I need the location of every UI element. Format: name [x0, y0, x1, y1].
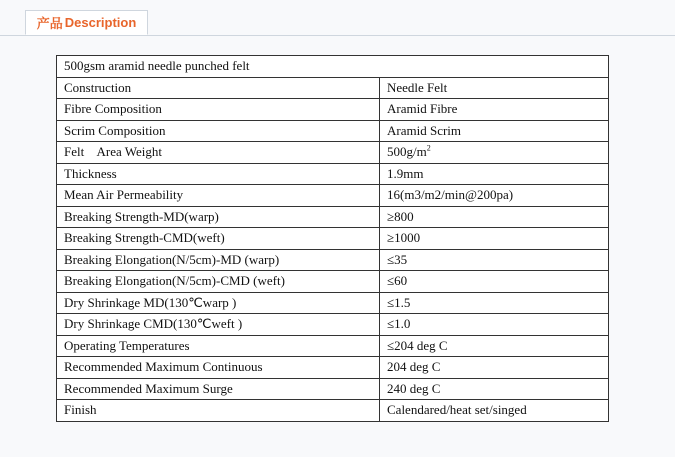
spec-value-text: Aramid Fibre: [387, 101, 458, 117]
spec-label: Dry Shrinkage CMD(130℃weft ): [57, 314, 380, 336]
description-panel: [0, 36, 675, 457]
spec-value-text: ≤204 deg C: [387, 337, 448, 353]
spec-label: Breaking Strength-CMD(weft): [57, 228, 380, 250]
spec-label: Fibre Composition: [57, 99, 380, 121]
tab-label: Description: [64, 15, 137, 30]
spec-label: Breaking Elongation(N/5cm)-CMD (weft): [57, 271, 380, 293]
spec-value-text: 500g/m: [387, 144, 427, 160]
spec-value-text: 16(m3/m2/min@200pa): [387, 187, 514, 203]
spec-label: Recommended Maximum Surge: [57, 378, 380, 400]
spec-value-text: Calendared/heat set/singed: [387, 402, 527, 418]
table-row: [57, 378, 609, 400]
spec-label: Thickness: [57, 163, 380, 185]
spec-value: [380, 292, 609, 314]
spec-value: [380, 163, 609, 185]
spec-value-text: ≤1.0: [387, 316, 411, 332]
spec-label: Felt Area Weight: [57, 142, 380, 164]
spec-value: [380, 314, 609, 336]
spec-value: [380, 249, 609, 271]
table-title: 500gsm aramid needle punched felt: [57, 56, 609, 78]
spec-label: Breaking Strength-MD(warp): [57, 206, 380, 228]
tab-bar: [0, 0, 675, 36]
spec-value-text: ≤35: [387, 251, 408, 267]
table-row: [57, 400, 609, 422]
spec-value: [380, 120, 609, 142]
spec-value: [380, 77, 609, 99]
table-row: [57, 249, 609, 271]
spec-value-text: ≥800: [387, 208, 414, 224]
spec-label: Operating Temperatures: [57, 335, 380, 357]
table-title-row: [57, 56, 609, 78]
table-row: [57, 77, 609, 99]
table-row: [57, 163, 609, 185]
table-row: [57, 357, 609, 379]
table-row: [57, 99, 609, 121]
spec-value-text: Aramid Scrim: [387, 122, 462, 138]
spec-value: [380, 335, 609, 357]
spec-value-text: 240 deg C: [387, 380, 441, 396]
spec-value: [380, 185, 609, 207]
spec-value-text: ≥1000: [387, 230, 421, 246]
table-row: [57, 271, 609, 293]
spec-value-text: 204 deg C: [387, 359, 441, 375]
tab-description[interactable]: [25, 10, 148, 35]
spec-value: [380, 228, 609, 250]
tab-chinese-label: 产品: [36, 16, 63, 31]
spec-value-text: ≤60: [387, 273, 408, 289]
spec-value: [380, 271, 609, 293]
spec-value-text: Needle Felt: [387, 79, 448, 95]
spec-value-text: ≤1.5: [387, 294, 411, 310]
table-row: [57, 206, 609, 228]
spec-value: [380, 142, 609, 164]
spec-value: [380, 99, 609, 121]
spec-label: Mean Air Permeability: [57, 185, 380, 207]
spec-value-superscript: 2: [426, 143, 431, 153]
spec-value-text: 1.9mm: [387, 165, 424, 181]
spec-label: Construction: [57, 77, 380, 99]
table-row: [57, 335, 609, 357]
table-row: [57, 185, 609, 207]
table-row: [57, 142, 609, 164]
spec-value: [380, 206, 609, 228]
spec-label: Breaking Elongation(N/5cm)-MD (warp): [57, 249, 380, 271]
spec-value: [380, 400, 609, 422]
table-row: [57, 292, 609, 314]
spec-value: [380, 357, 609, 379]
spec-label: Scrim Composition: [57, 120, 380, 142]
table-row: [57, 314, 609, 336]
table-row: [57, 228, 609, 250]
spec-table: [56, 55, 609, 422]
table-row: [57, 120, 609, 142]
spec-value: [380, 378, 609, 400]
spec-label: Dry Shrinkage MD(130℃warp ): [57, 292, 380, 314]
spec-label: Finish: [57, 400, 380, 422]
spec-label: Recommended Maximum Continuous: [57, 357, 380, 379]
